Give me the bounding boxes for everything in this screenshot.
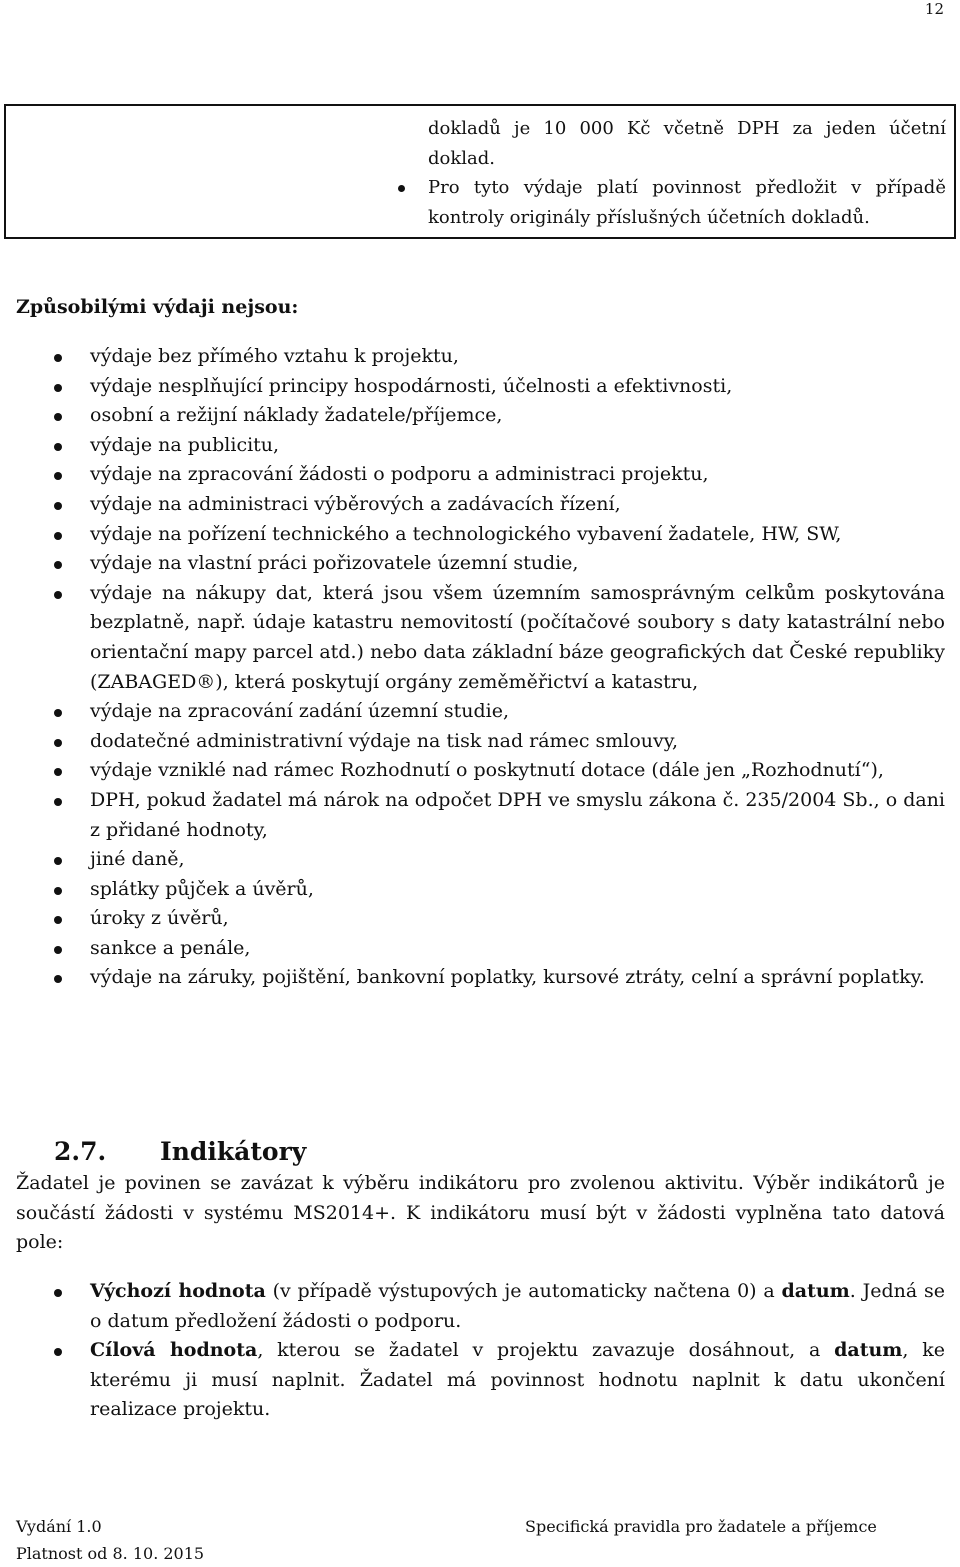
list-item-text: výdaje na vlastní práci pořizovatele územní studie,: [90, 552, 579, 575]
list-item-text: . Jedná se o datum předložení žádosti o podporu.: [90, 1280, 945, 1332]
bullet-icon: [54, 916, 62, 924]
ineligible-costs-heading: Způsobilými výdaji nejsou:: [16, 296, 299, 318]
list-item: [90, 845, 945, 875]
list-item-text: výdaje bez přímého vztahu k projektu,: [90, 345, 459, 367]
list-item-text: osobní a režijní náklady žadatele/příjemce,: [90, 404, 503, 427]
bullet-icon: [398, 185, 405, 192]
list-item-text: výdaje na pořízení technického a technologického vybavení žadatele, HW, SW,: [90, 522, 842, 545]
field-name: Výchozí hodnota: [90, 1280, 266, 1302]
bullet-icon: [54, 532, 62, 540]
bullet-icon: [54, 591, 62, 599]
section-heading: [54, 1135, 306, 1169]
list-item: [90, 697, 945, 727]
bullet-icon: [54, 561, 62, 569]
list-item-text: výdaje nesplňující principy hospodárnosti, účelnosti a efektivnosti,: [90, 374, 733, 397]
list-item-text: výdaje na publicitu,: [90, 433, 280, 456]
list-item-text: jiné daně,: [90, 848, 185, 871]
field-name: datum: [781, 1280, 850, 1302]
bullet-icon: [54, 502, 62, 510]
bullet-icon: [54, 739, 62, 747]
list-item: [90, 431, 945, 461]
bullet-icon: [54, 768, 62, 776]
bullet-icon: [54, 887, 62, 895]
list-item-text: sankce a penále,: [90, 936, 251, 959]
bullet-icon: [54, 798, 62, 806]
bullet-icon: [54, 975, 62, 983]
box-bullet-item: [428, 173, 946, 232]
bullet-icon: [54, 1289, 62, 1297]
list-item-text: úroky z úvěrů,: [90, 907, 229, 930]
list-item: [90, 1277, 945, 1336]
list-item-text: výdaje na nákupy dat, která jsou všem územním samosprávným celkům poskytována bezplatně, např. údaje katastru nemovitostí (počítačové soubory s daty katastrální nebo orientační mapy parcel atd.) nebo data základní báze geografických dat České republiky (ZABAGED®), která poskytují orgány zeměměřictví a katastru,: [90, 581, 945, 693]
list-item-text: dodatečné administrativní výdaje na tisk nad rámec smlouvy,: [90, 729, 678, 752]
list-item-text: splátky půjček a úvěrů,: [90, 877, 314, 900]
bullet-icon: [54, 857, 62, 865]
bullet-icon: [54, 384, 62, 392]
list-item: [90, 372, 945, 402]
list-item-text: výdaje na administraci výběrových a zadávacích řízení,: [90, 492, 621, 515]
list-item: [90, 934, 945, 964]
footer-document-title: Specifická pravidla pro žadatele a příjemce: [525, 1517, 877, 1536]
indicator-fields-list: [90, 1277, 945, 1425]
list-item: [90, 342, 945, 372]
list-item: [90, 401, 945, 431]
list-item: [90, 786, 945, 845]
page-number: 12: [924, 0, 944, 18]
list-item-text: výdaje na záruky, pojištění, bankovní poplatky, kursové ztráty, celní a správní poplatky.: [90, 966, 925, 989]
bullet-icon: [54, 472, 62, 480]
footer-left: [16, 1513, 204, 1567]
bullet-icon: [54, 709, 62, 717]
box-text: dokladů je 10 000 Kč včetně DPH za jeden účetní doklad.: [428, 118, 946, 169]
bullet-icon: [54, 443, 62, 451]
section-title: Indikátory: [160, 1137, 307, 1166]
section-intro: Žadatel je povinen se zavázat k výběru indikátoru pro zvolenou aktivitu. Výběr indikátorů je součástí žádosti v systému MS2014+. K indikátoru musí být v žádosti vyplněna tato datová pole:: [16, 1172, 945, 1254]
list-item: [90, 490, 945, 520]
section-number: 2.7.: [54, 1137, 107, 1166]
list-item: [90, 904, 945, 934]
list-item: [90, 1336, 945, 1425]
ineligible-costs-list: [90, 342, 945, 993]
box-bullet-text: Pro tyto výdaje platí povinnost předložit v případě kontroly originály příslušných účetních dokladů.: [428, 177, 946, 228]
list-item-text: výdaje na zpracování zadání územní studie,: [90, 700, 510, 723]
list-item: [90, 875, 945, 905]
list-item-text: výdaje na zpracování žádosti o podporu a administraci projektu,: [90, 463, 709, 486]
list-item: [90, 520, 945, 550]
list-item: [90, 460, 945, 490]
list-item-text: , kterou se žadatel v projektu zavazuje dosáhnout, a: [257, 1339, 835, 1362]
field-name: datum: [834, 1339, 903, 1362]
bullet-icon: [54, 946, 62, 954]
list-item-text: výdaje vzniklé nad rámec Rozhodnutí o poskytnutí dotace (dále jen „Rozhodnutí“),: [90, 759, 884, 782]
list-item-text: (v případě výstupových je automaticky načtena 0) a: [265, 1280, 782, 1302]
continued-table-content: [428, 114, 946, 232]
bullet-icon: [54, 413, 62, 421]
list-item: [90, 963, 945, 993]
list-item-text: DPH, pokud žadatel má nárok na odpočet DPH ve smyslu zákona č. 235/2004 Sb., o dani z přidané hodnoty,: [90, 788, 945, 841]
field-name: Cílová hodnota: [90, 1339, 258, 1362]
validity-label: Platnost od 8. 10. 2015: [16, 1544, 205, 1563]
list-item: [90, 579, 945, 697]
list-item: [90, 727, 945, 757]
list-item-text: , ke kterému ji musí naplnit. Žadatel má povinnost hodnotu naplnit k datu ukončení realizace projektu.: [90, 1339, 945, 1421]
bullet-icon: [54, 354, 62, 362]
list-item: [90, 549, 945, 579]
list-item: [90, 756, 945, 786]
edition-label: Vydání 1.0: [16, 1517, 102, 1536]
bullet-icon: [54, 1348, 62, 1356]
